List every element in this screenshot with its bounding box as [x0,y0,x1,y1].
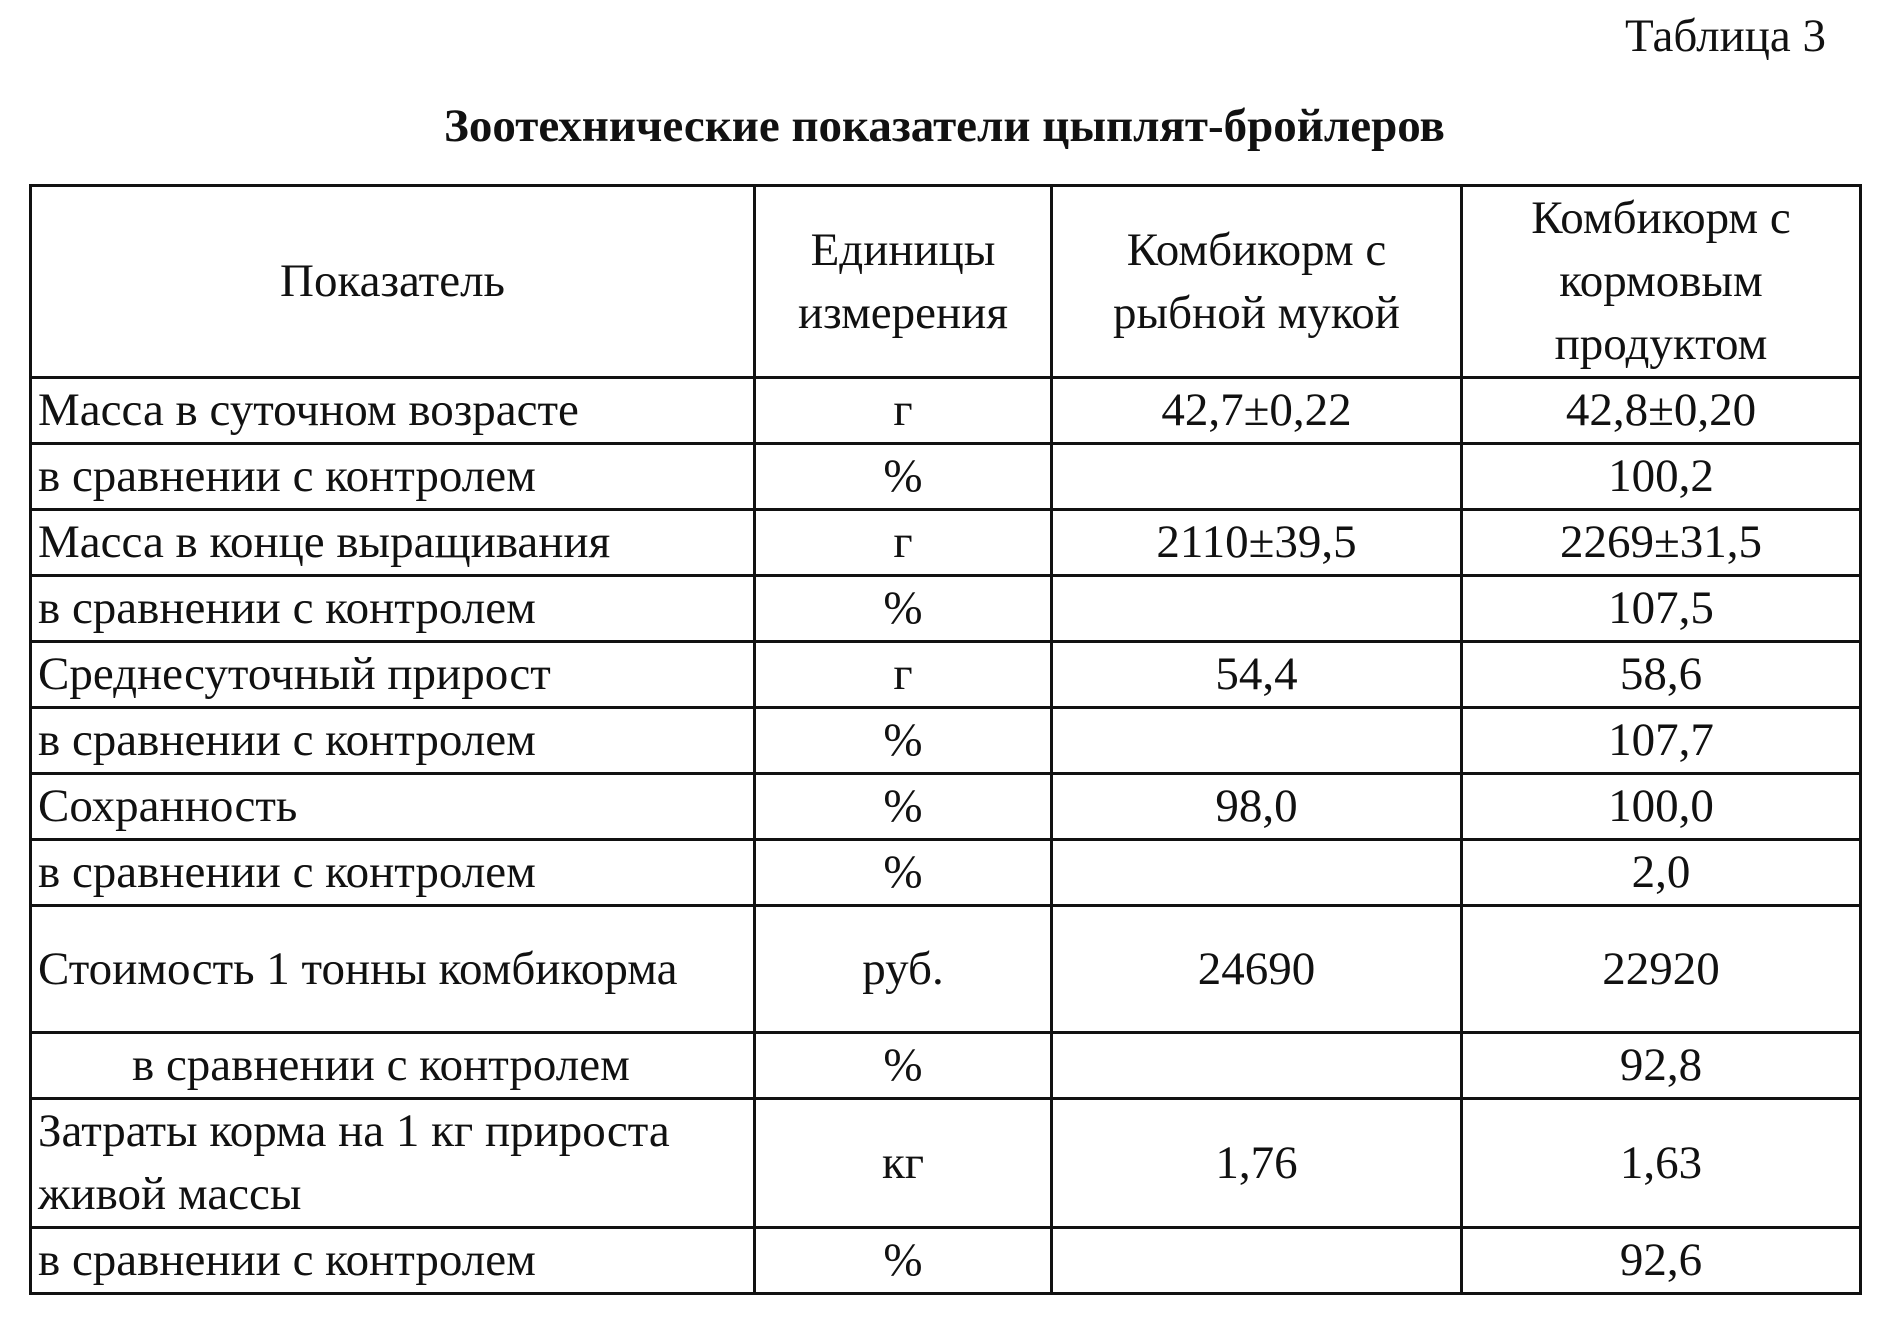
feed-product-value-cell: 92,8 [1462,1033,1861,1099]
fishmeal-value-cell: 42,7±0,22 [1052,378,1462,444]
table-row [31,642,1861,708]
feed-product-value-cell: 100,2 [1462,444,1861,510]
indicator-cell: Среднесуточный прирост [31,642,755,708]
table-row [31,444,1861,510]
fishmeal-value-cell: 54,4 [1052,642,1462,708]
indicator-cell: Масса в конце выращивания [31,510,755,576]
table-row [31,510,1861,576]
header-feed-product: Комбикорм с кормовым продуктом [1462,186,1861,378]
fishmeal-value-cell [1052,840,1462,906]
table-header-row [31,186,1861,378]
fishmeal-value-cell: 98,0 [1052,774,1462,840]
feed-product-value-cell: 107,7 [1462,708,1861,774]
table-row [31,576,1861,642]
indicator-cell: в сравнении с контролем [31,444,755,510]
fishmeal-value-cell: 1,76 [1052,1099,1462,1228]
indicator-cell: Затраты корма на 1 кг прироста живой массы [31,1099,755,1228]
unit-cell: % [755,1228,1052,1294]
table-row [31,840,1861,906]
unit-cell: г [755,510,1052,576]
feed-product-value-cell: 22920 [1462,906,1861,1033]
indicator-cell: Сохранность [31,774,755,840]
fishmeal-value-cell: 24690 [1052,906,1462,1033]
unit-cell: % [755,1033,1052,1099]
table-number-label: Таблица 3 [1624,10,1826,62]
indicator-cell: в сравнении с контролем [31,1033,755,1099]
fishmeal-value-cell [1052,708,1462,774]
table-title: Зоотехнические показатели цыплят-бройлеров [444,100,1445,152]
table-row [31,378,1861,444]
table-row [31,708,1861,774]
feed-product-value-cell: 107,5 [1462,576,1861,642]
unit-cell: % [755,444,1052,510]
feed-product-value-cell: 92,6 [1462,1228,1861,1294]
unit-cell: % [755,576,1052,642]
unit-cell: г [755,642,1052,708]
fishmeal-value-cell [1052,1033,1462,1099]
unit-cell: % [755,708,1052,774]
feed-product-value-cell: 2,0 [1462,840,1861,906]
unit-cell: % [755,774,1052,840]
table-row [31,1228,1861,1294]
fishmeal-value-cell [1052,444,1462,510]
feed-product-value-cell: 42,8±0,20 [1462,378,1861,444]
indicator-cell: в сравнении с контролем [31,840,755,906]
header-fishmeal: Комбикорм с рыбной мукой [1052,186,1462,378]
unit-cell: кг [755,1099,1052,1228]
feed-product-value-cell: 1,63 [1462,1099,1861,1228]
indicator-cell: Стоимость 1 тонны комбикорма [31,906,755,1033]
indicators-table [29,184,1862,1295]
indicator-cell: в сравнении с контролем [31,576,755,642]
table-row [31,774,1861,840]
table-row [31,906,1861,1033]
unit-cell: % [755,840,1052,906]
unit-cell: руб. [755,906,1052,1033]
feed-product-value-cell: 58,6 [1462,642,1861,708]
feed-product-value-cell: 100,0 [1462,774,1861,840]
header-indicator: Показатель [31,186,755,378]
fishmeal-value-cell [1052,1228,1462,1294]
indicator-cell: в сравнении с контролем [31,708,755,774]
header-units: Единицы измерения [755,186,1052,378]
indicator-cell: Масса в суточном возрасте [31,378,755,444]
fishmeal-value-cell [1052,576,1462,642]
fishmeal-value-cell: 2110±39,5 [1052,510,1462,576]
indicator-cell: в сравнении с контролем [31,1228,755,1294]
table-row [31,1033,1861,1099]
feed-product-value-cell: 2269±31,5 [1462,510,1861,576]
table-row [31,1099,1861,1228]
unit-cell: г [755,378,1052,444]
